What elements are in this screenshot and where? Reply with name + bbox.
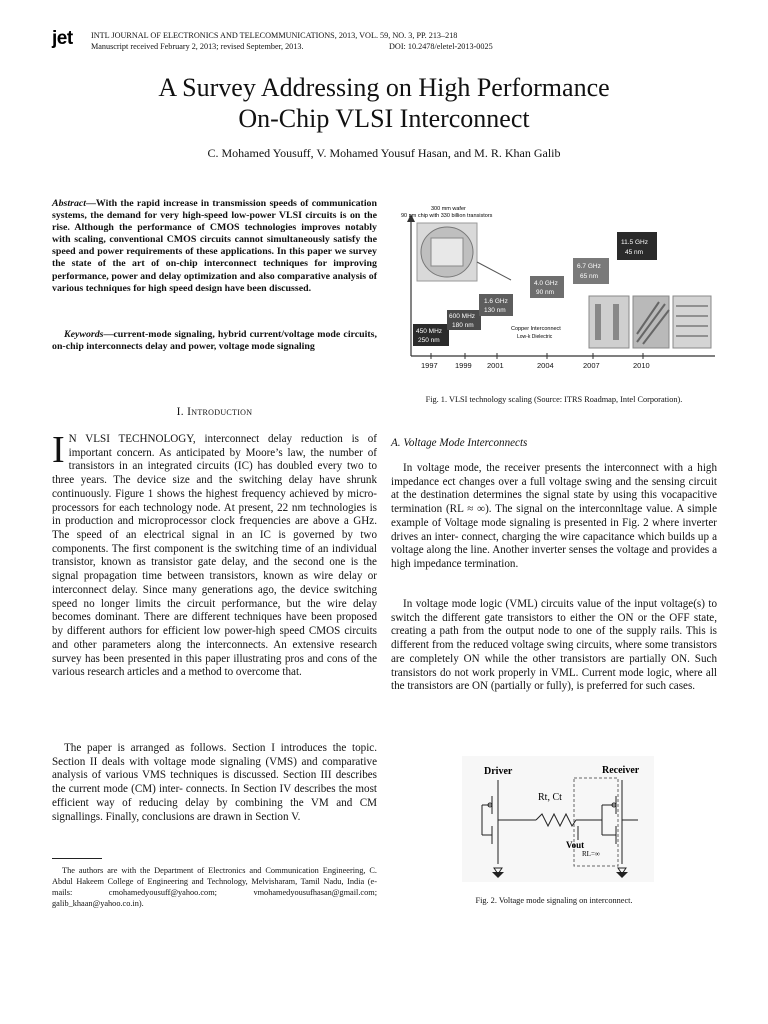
journal-line: INTL JOURNAL OF ELECTRONICS AND TELECOMMUNICATIONS, 2013, VOL. 59, NO. 3, PP. 213–218 <box>91 31 458 40</box>
fig1-node-4-nm: 90 nm <box>536 289 555 296</box>
fig1-node-1-freq: 450 MHz <box>416 328 443 335</box>
voltage-mode-paragraph-1: In voltage mode, the receiver presents the interconnect with a high impedance ect changes over a full voltage swing and the sensing circuit at the destination determines the signal state by using this vocapacitive termination (RL ≈ ∞). The signal on the interconnltage value. A simple example of Voltage mode signaling is presented in Fig. 2 where inverter drives an inter- connect, charging the wire capacitance which builds up a voltage along the line. Another inverter senses the voltage and provides a high impedance termination. <box>391 462 717 571</box>
fig1-year-2007: 2007 <box>583 361 600 370</box>
author-footnote: The authors are with the Department of Electronics and Communication Engineering, C. Abdul Hakeem College of Engineering and Technology, Melvisharam, Tamil Nadu, India (e-mails: cmohamedyousuff@yahoo.com; vmohamedyousufhasan@gmail.com; galib_khaan@yahoo.co.in). <box>52 866 377 908</box>
fig1-wafer-die <box>431 238 463 266</box>
fig1-node-3-nm: 130 nm <box>484 307 506 314</box>
fig1-node-4-freq: 4.0 GHz <box>534 280 558 287</box>
doi: DOI: 10.2478/eletel-2013-0025 <box>389 42 493 51</box>
figure-1-caption: Fig. 1. VLSI technology scaling (Source: ITRS Roadmap, Intel Corporation). <box>425 395 683 404</box>
fig1-node-6-freq: 11.5 GHz <box>621 239 648 246</box>
abstract-label: Abstract <box>52 198 87 209</box>
fig1-transistor-gate-2 <box>613 304 619 340</box>
fig1-node-1-nm: 250 nm <box>418 337 440 344</box>
title-line-1: A Survey Addressing on High Performance <box>158 73 610 102</box>
fig1-node-6-nm: 45 nm <box>625 249 644 256</box>
intro-paragraph-1-text: N VLSI TECHNOLOGY, interconnect delay reduction is of important concern. As anticipated by Moore’s law, the number of transistors in an integrated circuits (IC) has doubled every two to three years. The device size and the switching delay have shrunk continuously. Figure 1 shows the highest frequency achieved by micro-processors for each technology node. At present, 22 nm technologies is in production and microprocessor clock frequencies are above a GHz. The speed of an electrical signal in an IC is governed by two components. The first component is the switching time of an individual transistor, known as transistor gate delay, and the second one is the signal propagation time between transistors, known as wire delay or interconnect delay. Since many generations ago, the device switching speed no longer limits the circuit performance, but the wire delay becomes dominant. There are different techniques have been proposed by different authors for efficient low power-high speed CMOS circuits and other parameters along the interconnects. An extensive research survey has been presented in this paper illustrating pros and cons of the various research articles and a method to overcome that. <box>52 433 377 679</box>
fig1-wafer-label: 300 mm wafer <box>431 206 466 212</box>
paper-title <box>0 72 768 134</box>
abstract <box>52 198 377 295</box>
keywords-text: —current-mode signaling, hybrid current/voltage mode circuits, on-chip interconnects delay and power, voltage mode signaling <box>52 329 377 353</box>
fig1-lowk-label: Low-k Dielectric <box>517 334 553 340</box>
journal-logo: jet <box>52 28 73 49</box>
figure-2-voltage-mode-circuit <box>462 756 654 882</box>
fig1-node-5 <box>573 258 609 284</box>
journal-header <box>91 30 731 52</box>
fig1-year-2010: 2010 <box>633 361 650 370</box>
intro-paragraph-2: The paper is arranged as follows. Section I introduces the topic. Section II deals with voltage mode signaling (VMS) and comparative analysis of various VMS techniques is discussed. Section III describes the current mode (CM) inter- connects. In Section IV describes the most efficient way of reducing delay by combining the VM and CM signallings. Finally, conclusions are drawn in Section V. <box>52 742 377 823</box>
keywords <box>52 329 377 353</box>
fig1-transistor-gate-1 <box>595 304 601 340</box>
drop-cap: I <box>52 429 65 471</box>
figure-2-caption: Fig. 2. Voltage mode signaling on interconnect. <box>475 896 633 905</box>
fig2-receiver-label: Receiver <box>602 765 640 776</box>
fig1-node-3-freq: 1.6 GHz <box>484 298 508 305</box>
fig1-chip-label: 90 nm chip with 330 billion transistors <box>401 213 493 219</box>
fig1-node-5-nm: 65 nm <box>580 273 599 280</box>
fig1-year-2001: 2001 <box>487 361 504 370</box>
fig2-rl-label: RL=∞ <box>582 850 600 858</box>
fig1-node-2-nm: 180 nm <box>452 322 474 329</box>
fig2-rc-label: Rt, Ct <box>538 792 562 803</box>
fig1-year-1997: 1997 <box>421 361 438 370</box>
fig1-transistor-photo-3 <box>673 296 711 348</box>
fig1-wafer-pointer <box>477 262 511 280</box>
manuscript-line: Manuscript received February 2, 2013; revised September, 2013. <box>91 42 304 51</box>
fig1-year-1999: 1999 <box>455 361 472 370</box>
fig2-vout-label: Vout <box>566 840 585 850</box>
fig2-driver-label: Driver <box>484 766 513 777</box>
subsection-heading-voltage-mode: A. Voltage Mode Interconnects <box>391 437 528 449</box>
authors: C. Mohamed Yousuff, V. Mohamed Yousuf Hasan, and M. R. Khan Galib <box>207 146 561 160</box>
fig1-node-5-freq: 6.7 GHz <box>577 263 601 270</box>
voltage-mode-paragraph-2: In voltage mode logic (VML) circuits value of the input voltage(s) to switch the different gate transistors to either the ON or the OFF state, creating a path from the output node to one of the supply rails. This is different from the reduced voltage swing circuits, where some transistors are completely ON while the other transistors are partially ON. Such transistors do not work properly in VML. Current mode logic, where all the transistors are ON (partially or fully), is preferred for such cases. <box>391 598 717 693</box>
section-heading-introduction: I. Introduction <box>176 406 253 418</box>
footnote-rule <box>52 858 102 859</box>
title-line-2: On-Chip VLSI Interconnect <box>238 104 530 133</box>
intro-paragraph-1 <box>52 429 377 680</box>
keywords-label: Keywords <box>64 329 104 340</box>
abstract-text: —With the rapid increase in transmission speeds of communication systems, the demand for very high-speed low-power VLSI circuits is on the rise. Although the performance of CMOS technologies improves notably with scaling, conventional CMOS circuits cannot simultaneously satisfy the speed and power requirements of these applications. In this paper we survey the state of the art of on-chip interconnect techniques for improving performance, power and delay optimization and also comparative analysis of various techniques for high speed design have been discussed. <box>52 198 377 294</box>
fig1-node-2-freq: 600 MHz <box>449 313 476 320</box>
fig1-year-2004: 2004 <box>537 361 554 370</box>
fig1-copper-label: Copper Interconnect <box>511 326 561 332</box>
figure-1-technology-scaling <box>393 196 718 371</box>
